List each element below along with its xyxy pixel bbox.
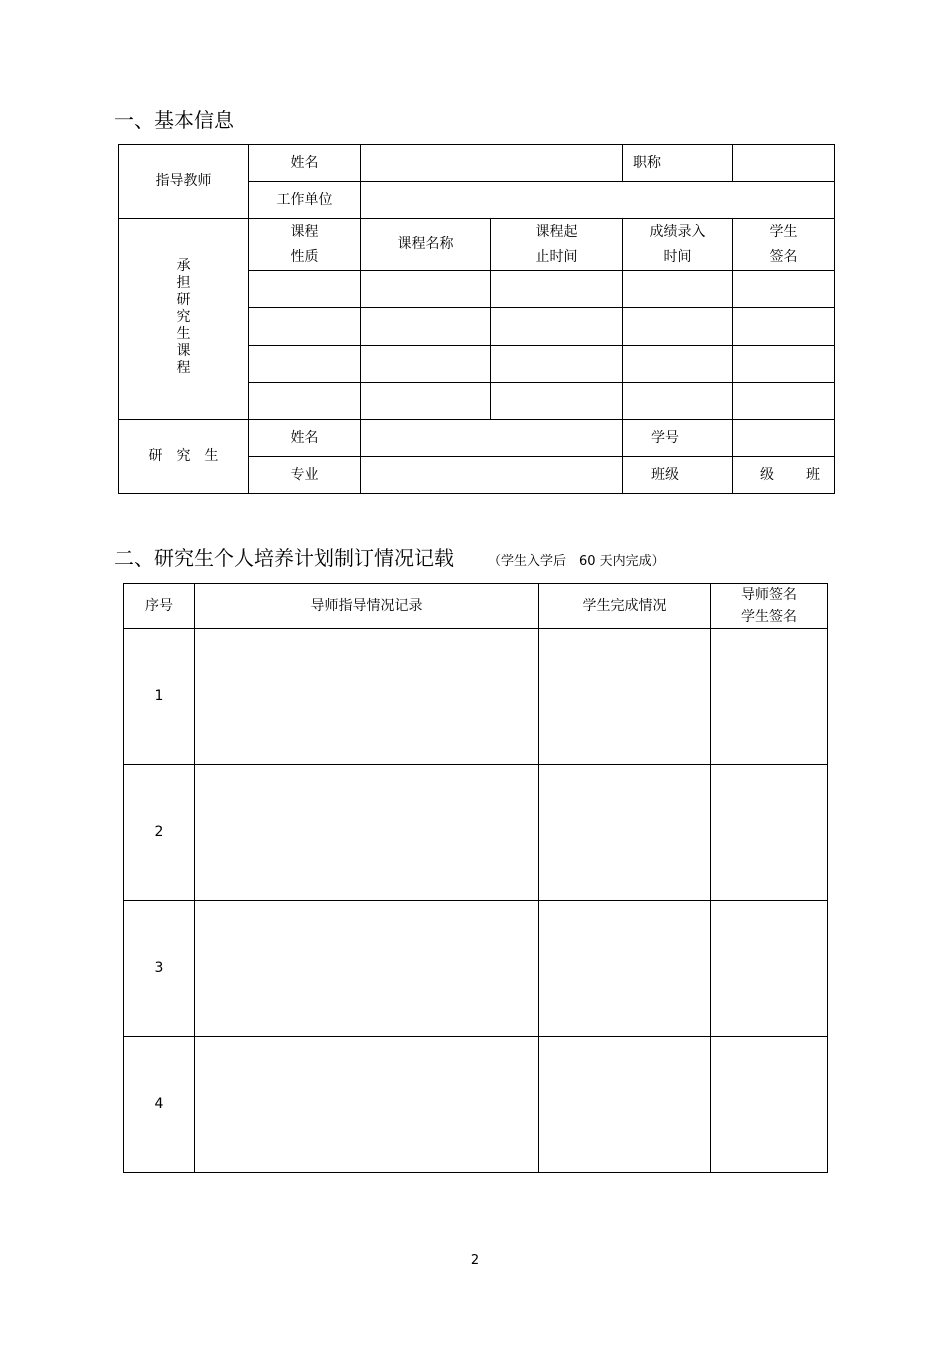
header-line: 课程起 — [535, 223, 578, 240]
advisor-unit-field[interactable] — [361, 182, 835, 219]
course-cell[interactable] — [733, 271, 835, 308]
row-seq: 3 — [124, 901, 195, 1037]
section2-title — [114, 542, 665, 571]
completion-cell[interactable] — [539, 1037, 711, 1173]
student-name-label: 姓名 — [249, 420, 361, 457]
signature-cell[interactable] — [711, 629, 828, 765]
course-header-period — [491, 219, 623, 271]
row-seq: 1 — [124, 629, 195, 765]
course-cell[interactable] — [361, 346, 491, 383]
record-cell[interactable] — [195, 629, 539, 765]
row-seq: 4 — [124, 1037, 195, 1173]
header-line: 性质 — [290, 248, 319, 265]
course-cell[interactable] — [733, 346, 835, 383]
student-major-field[interactable] — [361, 457, 623, 494]
advisor-unit-label: 工作单位 — [249, 182, 361, 219]
signature-header — [711, 584, 828, 629]
courses-label-char: 研 — [176, 291, 191, 308]
course-cell[interactable] — [733, 383, 835, 420]
course-header-name — [361, 219, 491, 271]
course-cell[interactable] — [249, 383, 361, 420]
course-cell[interactable] — [733, 308, 835, 346]
completion-cell[interactable] — [539, 901, 711, 1037]
row-seq: 2 — [124, 765, 195, 901]
table-row — [124, 765, 828, 901]
courses-label-char: 课 — [176, 342, 191, 359]
courses-label-char: 程 — [176, 359, 191, 376]
header-line: 成绩录入 — [649, 223, 706, 240]
courses-label — [119, 219, 249, 420]
courses-label-char: 生 — [176, 325, 191, 342]
course-cell[interactable] — [361, 271, 491, 308]
header-line: 时间 — [663, 248, 692, 265]
courses-label-char: 承 — [176, 257, 191, 274]
course-cell[interactable] — [623, 308, 733, 346]
student-name-field[interactable] — [361, 420, 623, 457]
course-header-grade-time — [623, 219, 733, 271]
record-cell[interactable] — [195, 765, 539, 901]
seq-header: 序号 — [124, 584, 195, 629]
course-cell[interactable] — [491, 346, 623, 383]
advisor-title-field[interactable] — [733, 145, 835, 182]
student-label: 研 究 生 — [119, 420, 249, 494]
header-line: 止时间 — [535, 248, 578, 265]
course-header-type — [249, 219, 361, 271]
table-row — [124, 629, 828, 765]
record-header: 导师指导情况记录 — [195, 584, 539, 629]
header-line: 导师签名 — [741, 587, 797, 603]
course-cell[interactable] — [623, 346, 733, 383]
course-cell[interactable] — [491, 271, 623, 308]
course-cell[interactable] — [249, 346, 361, 383]
table-row — [124, 901, 828, 1037]
course-cell[interactable] — [623, 383, 733, 420]
student-id-label: 学号 — [623, 420, 733, 457]
courses-label-char: 究 — [176, 308, 191, 325]
header-line: 学生 — [769, 223, 798, 240]
table-row — [124, 1037, 828, 1173]
header-line: 学生签名 — [741, 609, 797, 625]
basic-info-table — [118, 144, 835, 494]
class-word: 班 — [806, 466, 820, 483]
signature-cell[interactable] — [711, 901, 828, 1037]
completion-cell[interactable] — [539, 765, 711, 901]
header-line: 课程 — [290, 223, 319, 240]
section1-title: 一、基本信息 — [114, 108, 234, 132]
course-cell[interactable] — [361, 383, 491, 420]
course-cell[interactable] — [491, 308, 623, 346]
course-cell[interactable] — [623, 271, 733, 308]
header-line: 课程名称 — [397, 236, 454, 252]
student-id-field[interactable] — [733, 420, 835, 457]
student-class-label: 班级 — [623, 457, 733, 494]
course-cell[interactable] — [249, 271, 361, 308]
section2-note: （学生入学后 60 天内完成） — [488, 554, 665, 569]
record-cell[interactable] — [195, 1037, 539, 1173]
signature-cell[interactable] — [711, 765, 828, 901]
course-cell[interactable] — [249, 308, 361, 346]
course-header-signature — [733, 219, 835, 271]
advisor-name-label: 姓名 — [249, 145, 361, 182]
course-cell[interactable] — [361, 308, 491, 346]
training-plan-table — [123, 583, 828, 1173]
courses-label-char: 担 — [176, 274, 191, 291]
page-number: 2 — [470, 1253, 480, 1268]
grade-word: 级 — [760, 466, 774, 483]
completion-cell[interactable] — [539, 629, 711, 765]
advisor-name-field[interactable] — [361, 145, 623, 182]
header-line: 签名 — [769, 248, 798, 265]
advisor-label: 指导教师 — [119, 145, 249, 219]
course-cell[interactable] — [491, 383, 623, 420]
completion-header: 学生完成情况 — [539, 584, 711, 629]
advisor-title-label: 职称 — [623, 145, 733, 182]
section2-title-text: 二、研究生个人培养计划制订情况记载 — [114, 546, 454, 570]
record-cell[interactable] — [195, 901, 539, 1037]
student-major-label: 专业 — [249, 457, 361, 494]
student-grade-class-field[interactable] — [733, 457, 835, 494]
signature-cell[interactable] — [711, 1037, 828, 1173]
